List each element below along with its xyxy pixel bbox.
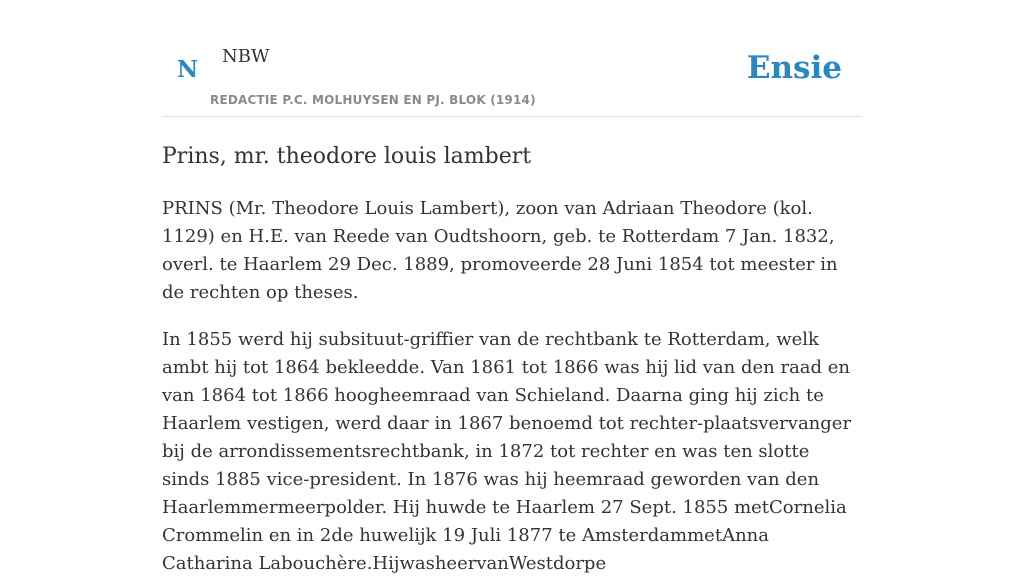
article-paragraph: In 1855 werd hij subsituut-griffier van de rechtbank te Rotterdam, welk ambt hij tot 1864 bekleedde. Van 1861 tot 1866 was hij lid van den raad en van 1864 tot 1866 hoogheemraad van Schieland. Daarna ging hij zich te Haarlem vestigen, werd daar in 1867 benoemd tot rechter-plaatsvervanger bij de arrondissementsrechtbank, in 1872 tot rechter en was ten slotte sinds 1885 vice-president. In 1876 was hij heemraad geworden van den Haarlemmermeerpolder. Hij huwde te Haarlem 27 Sept. 1855 metCornelia Crommelin en in 2de huwelijk 19 Juli 1877 te AmsterdammetAnna Catharina Labouchère.HijwasheervanWestdorpe xyxy=(162,329,852,574)
ensie-logo[interactable]: Ensie xyxy=(746,50,842,86)
source-title[interactable]: NBW xyxy=(222,46,270,67)
source-subtitle: REDACTIE P.C. MOLHUYSEN EN PJ. BLOK (1914) xyxy=(210,93,536,107)
page-container xyxy=(162,0,862,578)
header xyxy=(162,0,862,117)
source-logo[interactable]: N xyxy=(177,56,199,83)
article-paragraph: PRINS (Mr. Theodore Louis Lambert), zoon van Adriaan Theodore (kol. 1129) en H.E. van Reede van Oudtshoorn, geb. te Rotterdam 7 Jan. 1832, overl. te Haarlem 29 Dec. 1889, promoveerde 28 Juni 1854 tot meester in de rechten op theses. xyxy=(162,198,838,303)
article-title: Prins, mr. theodore louis lambert xyxy=(162,144,532,169)
